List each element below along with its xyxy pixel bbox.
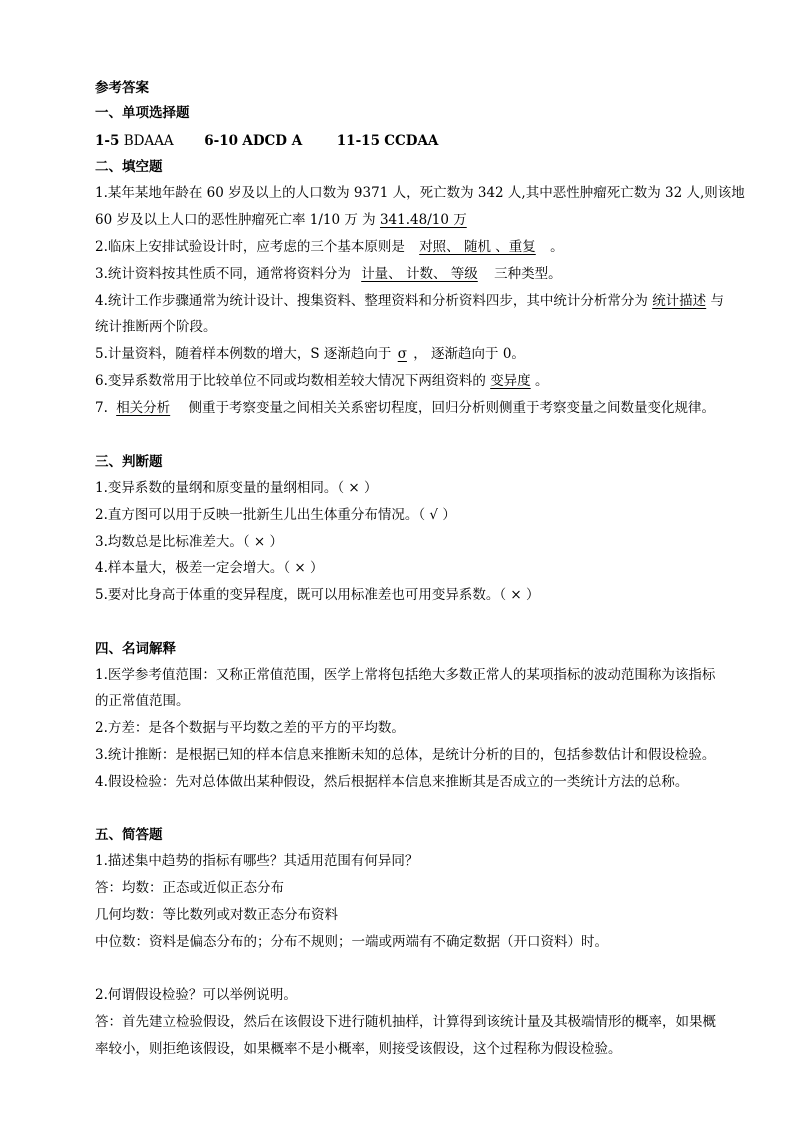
fill-q5-answer: σ — [397, 346, 407, 362]
fill-q3-prefix: 3.统计资料按其性质不同，通常将资料分为 — [95, 266, 351, 282]
term-1-line-a: 1.医学参考值范围：又称正常值范围，医学上常将包括绝大多数正常人的某项指标的波动范围称为该指标 — [95, 667, 716, 683]
choice-range-11-15-label: 11-15 — [336, 133, 380, 149]
fill-q3-answer: 计量、 计数、 等级 — [361, 266, 478, 282]
short-q2: 2.何谓假设检验？可以举例说明。 — [95, 987, 297, 1003]
short-a1-line-3: 中位数：资料是偏态分布的；分布不规则；一端或两端有不确定数据（开口资料）时。 — [95, 934, 608, 950]
fill-q3 — [95, 264, 562, 284]
short-a1-line-1: 答：均数：正态或近似正态分布 — [95, 880, 284, 896]
fill-q7-answer: 相关分析 — [116, 400, 171, 416]
fill-q7 — [95, 398, 715, 418]
short-q1: 1.描述集中趋势的指标有哪些？其适用范围有何异同？ — [95, 853, 419, 869]
judge-item: 1.变异系数的量纲和原变量的量纲相同。（ × ） — [95, 480, 378, 496]
fill-q5-suffix: ， 逐渐趋向于 0。 — [413, 346, 525, 362]
section-heading-judge: 三、判断题 — [95, 454, 163, 470]
fill-q1-line-a: 1.某年某地年龄在 60 岁及以上的人口数为 9371 人，死亡数为 342 人,其中恶性肿瘤死亡数为 32 人,则该地 — [95, 185, 745, 201]
fill-q2-answer: 对照、 随机 、重复 — [419, 239, 536, 255]
section-heading-choice: 一、单项选择题 — [95, 105, 190, 121]
fill-q4-answer: 统计描述 — [652, 293, 707, 309]
choice-answers — [95, 131, 438, 151]
judge-item: 3.均数总是比标准差大。（ × ） — [95, 534, 284, 550]
short-a2-line-1: 答：首先建立检验假设，然后在该假设下进行随机抽样，计算得到该统计量及其极端情形的概率，如果概 — [95, 1014, 716, 1030]
term-3: 3.统计推断：是根据已知的样本信息来推断未知的总体，是统计分析的目的，包括参数估计和假设检验。 — [95, 747, 716, 763]
short-a2-line-2: 率较小，则拒绝该假设，如果概率不是小概率，则接受该假设，这个过程称为假设检验。 — [95, 1041, 622, 1057]
fill-q7-suffix: 侧重于考察变量之间相关关系密切程度，回归分析则侧重于考察变量之间数量变化规律。 — [188, 400, 715, 416]
term-1-line-b: 的正常值范围。 — [95, 693, 190, 709]
fill-q7-prefix: 7. — [95, 400, 108, 416]
fill-q6-answer: 变异度 — [490, 373, 531, 389]
section-heading-fill: 二、填空题 — [95, 159, 163, 175]
fill-q4-line-b: 统计推断两个阶段。 — [95, 319, 217, 335]
judge-item: 5.要对比身高于体重的变异程度，既可以用标准差也可用变异系数。（ × ） — [95, 587, 540, 603]
fill-q4-line-a — [95, 291, 724, 311]
fill-q2-suffix: 。 — [550, 239, 564, 255]
fill-q1-answer: 341.48/10 万 — [379, 212, 467, 228]
fill-q4-suffix: 与 — [710, 293, 724, 309]
term-2: 2.方差：是各个数据与平均数之差的平方的平均数。 — [95, 720, 405, 736]
fill-q5 — [95, 344, 525, 364]
doc-title: 参考答案 — [95, 80, 149, 96]
fill-q5-prefix: 5.计量资料，随着样本例数的增大，S 逐渐趋向于 — [95, 346, 392, 362]
fill-q3-suffix: 三种类型。 — [494, 266, 562, 282]
judge-item: 4.样本量大，极差一定会增大。（ × ） — [95, 560, 324, 576]
section-heading-short: 五、简答题 — [95, 827, 163, 843]
short-a1-line-2: 几何均数：等比数列或对数正态分布资料 — [95, 907, 338, 923]
term-4: 4.假设检验：先对总体做出某种假设，然后根据样本信息来推断其是否成立的一类统计方法的总称。 — [95, 774, 689, 790]
section-heading-terms: 四、名词解释 — [95, 641, 176, 657]
fill-q2 — [95, 237, 564, 257]
choice-range-6-10-value: ADCD A — [242, 133, 303, 149]
fill-q6-suffix: 。 — [534, 373, 549, 389]
fill-q4-prefix: 4.统计工作步骤通常为统计设计、搜集资料、整理资料和分析资料四步，其中统计分析常分为 — [95, 293, 648, 309]
choice-range-1-5-label: 1-5 — [95, 133, 120, 149]
choice-range-11-15-value: CCDAA — [384, 133, 439, 149]
fill-q1-prefix: 60 岁及以上人口的恶性肿瘤死亡率 1/10 万 为 — [95, 212, 376, 228]
fill-q2-prefix: 2.临床上安排试验设计时，应考虑的三个基本原则是 — [95, 239, 405, 255]
fill-q6-prefix: 6.变异系数常用于比较单位不同或均数相差较大情况下两组资料的 — [95, 373, 486, 389]
choice-range-6-10-label: 6-10 — [204, 133, 239, 149]
fill-q6 — [95, 371, 548, 391]
judge-item: 2.直方图可以用于反映一批新生儿出生体重分布情况。（ √ ） — [95, 507, 456, 523]
fill-q1-line-b — [95, 210, 467, 230]
choice-range-1-5-value: BDAAA — [123, 133, 174, 149]
